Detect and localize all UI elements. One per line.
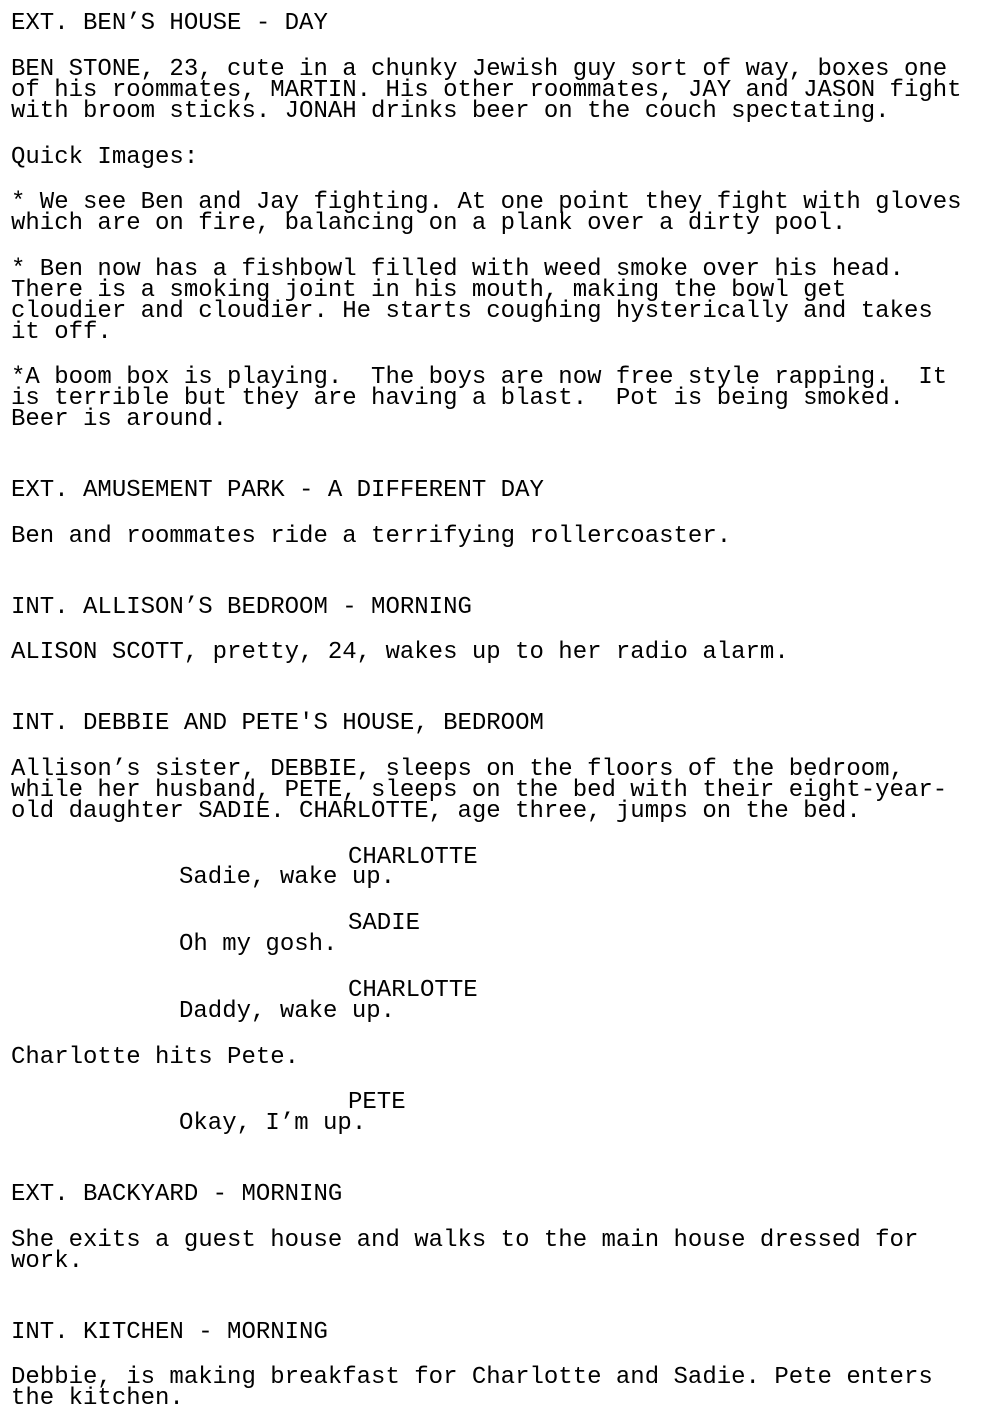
action-line: it off. (11, 319, 112, 346)
action-paragraph (11, 144, 981, 171)
action-paragraph (11, 1364, 981, 1412)
scene-heading-text: INT. ALLISON’S BEDROOM - MORNING (11, 594, 472, 621)
scene-heading (11, 594, 981, 621)
scene-heading (11, 477, 981, 504)
action-line: BEN STONE, 23, cute in a chunky Jewish guy sort of way, boxes one (11, 56, 948, 83)
action-paragraph (11, 1227, 981, 1275)
action-line: with broom sticks. JONAH drinks beer on the couch spectating. (11, 98, 890, 125)
action-line: old daughter SADIE. CHARLOTTE, age three, jumps on the bed. (11, 798, 861, 825)
action-line: which are on fire, balancing on a plank over a dirty pool. (11, 210, 847, 237)
action-line: There is a smoking joint in his mouth, making the bowl get (11, 277, 847, 304)
action-line: the kitchen. (11, 1385, 184, 1412)
action-line: ALISON SCOTT, pretty, 24, wakes up to her radio alarm. (11, 639, 789, 666)
action-line: Allison’s sister, DEBBIE, sleeps on the floors of the bedroom, (11, 756, 904, 783)
scene-heading (11, 10, 981, 37)
action-line: cloudier and cloudier. He starts coughing hysterically and takes (11, 298, 933, 325)
action-line: work. (11, 1248, 84, 1275)
action-line: Beer is around. (11, 406, 228, 433)
action-line: Ben and roommates ride a terrifying rollercoaster. (11, 523, 732, 550)
action-line: * Ben now has a fishbowl filled with weed smoke over his head. (11, 256, 904, 283)
dialogue-line: Okay, I’m up. (179, 1110, 367, 1137)
scene-heading-text: EXT. AMUSEMENT PARK - A DIFFERENT DAY (11, 477, 544, 504)
scene-heading-text: INT. DEBBIE AND PETE'S HOUSE, BEDROOM (11, 710, 544, 737)
action-line: of his roommates, MARTIN. His other roommates, JAY and JASON fight (11, 77, 962, 104)
dialogue-character: PETE (348, 1089, 406, 1116)
action-paragraph (11, 189, 981, 237)
action-line: Charlotte hits Pete. (11, 1044, 300, 1071)
action-paragraph (11, 56, 981, 125)
dialogue-line: Sadie, wake up. (179, 864, 396, 891)
action-paragraph (11, 756, 981, 825)
scene-heading-text: INT. KITCHEN - MORNING (11, 1319, 328, 1346)
action-line: *A boom box is playing. The boys are now free style rapping. It (11, 364, 948, 391)
scene-heading (11, 1181, 981, 1208)
action-line: Debbie, is making breakfast for Charlotte and Sadie. Pete enters (11, 1364, 933, 1391)
action-paragraph (11, 639, 981, 666)
action-line: * We see Ben and Jay fighting. At one point they fight with gloves (11, 189, 962, 216)
dialogue-character: CHARLOTTE (348, 844, 478, 871)
action-line: is terrible but they are having a blast. Pot is being smoked. (11, 385, 904, 412)
action-line: She exits a guest house and walks to the main house dressed for (11, 1227, 919, 1254)
action-paragraph (11, 523, 981, 550)
scene-heading (11, 710, 981, 737)
dialogue-character: SADIE (348, 910, 421, 937)
scene-heading-text: EXT. BEN’S HOUSE - DAY (11, 10, 328, 37)
dialogue-character: CHARLOTTE (348, 977, 478, 1004)
action-paragraph (11, 364, 981, 433)
action-paragraph (11, 1044, 981, 1071)
dialogue-line: Oh my gosh. (179, 931, 338, 958)
action-paragraph (11, 256, 981, 346)
dialogue-line: Daddy, wake up. (179, 998, 396, 1025)
scene-heading-text: EXT. BACKYARD - MORNING (11, 1181, 343, 1208)
action-line: Quick Images: (11, 144, 199, 171)
action-line: while her husband, PETE, sleeps on the bed with their eight-year- (11, 777, 948, 804)
scene-heading (11, 1319, 981, 1346)
